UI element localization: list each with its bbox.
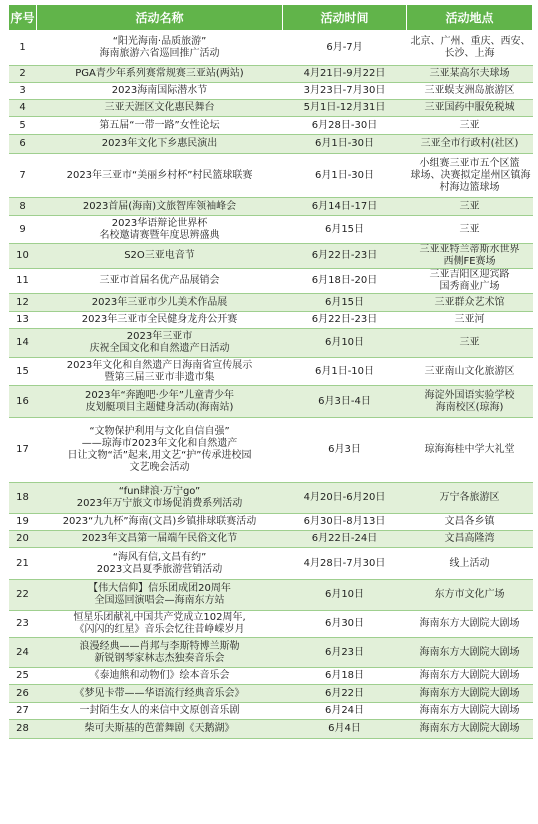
- row-index: 19: [9, 514, 37, 531]
- row-event-location: [407, 244, 533, 269]
- row-event-time-line: 6月22日-23日: [311, 314, 378, 325]
- row-event-time: [283, 66, 407, 83]
- row-event-time: [283, 418, 407, 483]
- row-event-time-line: 6月28日-30日: [311, 119, 378, 131]
- row-event-location: [407, 154, 533, 198]
- row-event-location-line: 三亚蜈支洲岛旅游区: [424, 85, 515, 96]
- row-index: 12: [9, 294, 37, 312]
- row-event-time: [283, 720, 407, 739]
- row-event-name-line: 《梦见卡带——华语流行经典音乐会》: [74, 687, 245, 699]
- row-event-name-line: 2023年三亚市少儿美术作品展: [91, 296, 228, 308]
- row-event-time-line: 4月20日-6月20日: [303, 492, 386, 503]
- row-event-time: [283, 294, 407, 312]
- row-event-name-line: 暨第三届三亚市非遗市集: [104, 371, 215, 383]
- row-event-name-line: 2023年万宁旅文市场促消费系列活动: [76, 498, 243, 509]
- row-event-name: [37, 386, 283, 418]
- row-event-location-line: 村海边篮球场: [439, 181, 500, 193]
- row-event-time-line: 6月24日: [324, 705, 365, 716]
- table-header-row: [9, 5, 533, 31]
- table-row: [9, 216, 533, 244]
- row-event-time-line: 6月1日-30日: [314, 169, 375, 181]
- row-event-name-line: 2023年文昌第一届端午民俗文化节: [81, 533, 238, 544]
- table-row: [9, 720, 533, 739]
- row-event-location: [407, 100, 533, 117]
- row-event-location-line: 国秀商业广场: [439, 281, 500, 292]
- row-event-location: [407, 514, 533, 531]
- row-event-location-line: 三亚某高尔夫球场: [429, 68, 510, 79]
- row-event-time-line: 6月22日-23日: [311, 250, 378, 261]
- row-event-name-line: 《泰迪熊和动物们》绘本音乐会: [89, 670, 230, 681]
- row-index: 23: [9, 611, 37, 638]
- row-index: 9: [9, 216, 37, 244]
- row-index: 17: [9, 418, 37, 483]
- row-event-name-line: S2O三亚电音节: [124, 250, 195, 261]
- row-event-location-line: 海南校区(琼海): [435, 401, 504, 413]
- row-event-name: [37, 31, 283, 66]
- row-index: 13: [9, 312, 37, 329]
- table-row: [9, 294, 533, 312]
- header-event-time: 活动时间: [283, 5, 407, 31]
- row-event-name: [37, 269, 283, 294]
- table-row: [9, 386, 533, 418]
- row-event-name-line: 新锐钢琴家林志杰独奏音乐会: [94, 652, 225, 664]
- row-event-name-line: 恒星乐团献礼中国共产党成立102周年,: [73, 612, 246, 623]
- row-event-location-line: 三亚: [459, 119, 480, 131]
- row-event-location: [407, 611, 533, 638]
- row-event-time: [283, 703, 407, 720]
- row-event-time-line: 6月18日: [324, 670, 365, 681]
- row-index: 26: [9, 685, 37, 703]
- row-event-name-line: 2023年“奔跑吧·少年”儿童青少年: [85, 389, 234, 401]
- row-event-location-line: 三亚群众艺术馆: [434, 296, 505, 308]
- row-event-time-line: 6月10日: [324, 337, 365, 348]
- table-row: [9, 638, 533, 668]
- row-event-time: [283, 198, 407, 216]
- row-event-location: [407, 198, 533, 216]
- row-event-name-line: 2023年文化下乡惠民演出: [101, 138, 218, 149]
- row-event-name: [37, 117, 283, 135]
- row-event-time-line: 6月15日: [324, 296, 365, 308]
- row-event-time-line: 5月1日-12月31日: [303, 102, 386, 113]
- row-event-location-line: 三亚全市行政村(社区): [420, 138, 519, 149]
- row-event-location: [407, 386, 533, 418]
- row-event-time-line: 6月22日: [324, 687, 365, 699]
- row-event-location: [407, 685, 533, 703]
- row-index: 16: [9, 386, 37, 418]
- events-table: [8, 4, 533, 739]
- row-event-location-line: 海南东方大剧院大剧场: [419, 705, 520, 716]
- table-row: [9, 312, 533, 329]
- row-event-time: [283, 483, 407, 514]
- row-event-location-line: 万宁各旅游区: [439, 492, 500, 503]
- row-event-name: [37, 531, 283, 548]
- row-event-location-line: 三亚河: [454, 314, 485, 325]
- row-event-name-line: 2023华语辩论世界杯: [111, 217, 208, 229]
- row-event-time-line: 4月21日-9月22日: [303, 68, 386, 79]
- table-row: [9, 83, 533, 100]
- row-event-location: [407, 294, 533, 312]
- row-index: 28: [9, 720, 37, 739]
- row-event-name: [37, 514, 283, 531]
- row-event-name: [37, 548, 283, 580]
- row-event-location: [407, 720, 533, 739]
- row-event-time-line: 6月1日-10日: [314, 365, 375, 377]
- row-event-time-line: 6月4日: [328, 723, 361, 734]
- row-index: 10: [9, 244, 37, 269]
- table-row: [9, 611, 533, 638]
- row-event-time-line: 6月30日-8月13日: [303, 516, 386, 527]
- row-event-name-line: 全国巡回演唱会—海南东方站: [94, 595, 225, 606]
- row-index: 25: [9, 668, 37, 685]
- row-event-location-line: 文昌各乡镇: [444, 516, 495, 527]
- row-event-time-line: 6月15日: [324, 223, 365, 235]
- row-event-time: [283, 329, 407, 358]
- row-event-name: [37, 154, 283, 198]
- row-index: 22: [9, 580, 37, 611]
- row-event-time: [283, 154, 407, 198]
- row-event-name: [37, 703, 283, 720]
- row-event-name-line: 2023年三亚市全民健身龙舟公开赛: [81, 314, 238, 325]
- row-event-name-line: ——琼海市2023年文化和自然遗产: [81, 438, 238, 449]
- row-event-name-line: 《闪闪的红星》音乐会忆往昔峥嵘岁月: [74, 624, 245, 635]
- row-event-name: [37, 83, 283, 100]
- table-row: [9, 135, 533, 154]
- row-event-time-line: 6月14日-17日: [311, 200, 378, 212]
- row-event-time: [283, 135, 407, 154]
- table-row: [9, 329, 533, 358]
- row-event-name: [37, 198, 283, 216]
- row-event-location-line: 三亚国药中服免税城: [424, 102, 515, 113]
- row-event-name-line: PGA青少年系列赛常规赛三亚站(两站): [75, 68, 244, 79]
- row-event-time: [283, 548, 407, 580]
- row-event-time-line: 6月30日: [324, 618, 365, 629]
- row-event-location-line: 海南东方大剧院大剧场: [419, 723, 520, 734]
- row-event-name: [37, 720, 283, 739]
- row-event-location-line: 球场、决赛拟定崖州区镇海: [410, 169, 531, 181]
- row-event-location-line: 长沙、上海: [444, 48, 495, 59]
- table-row: [9, 418, 533, 483]
- row-event-location: [407, 83, 533, 100]
- row-index: 7: [9, 154, 37, 198]
- row-index: 27: [9, 703, 37, 720]
- row-event-location: [407, 418, 533, 483]
- row-event-location-line: 三亚亚特兰蒂斯水世界: [419, 244, 520, 255]
- row-event-time-line: 3月23日-7月30日: [303, 85, 386, 96]
- row-event-time: [283, 514, 407, 531]
- table-row: [9, 269, 533, 294]
- table-row: [9, 154, 533, 198]
- row-event-location: [407, 668, 533, 685]
- row-index: 6: [9, 135, 37, 154]
- row-event-name: [37, 580, 283, 611]
- row-event-name: [37, 312, 283, 329]
- row-index: 21: [9, 548, 37, 580]
- row-event-location: [407, 358, 533, 386]
- row-event-time: [283, 216, 407, 244]
- row-event-time-line: 6月3日-4日: [318, 395, 371, 407]
- row-event-name-line: 2023首届(海南)文旅智库领袖峰会: [82, 200, 237, 212]
- row-event-time-line: 6月3日: [328, 444, 361, 455]
- table-row: [9, 117, 533, 135]
- row-event-location: [407, 531, 533, 548]
- row-event-name: [37, 358, 283, 386]
- row-event-location-line: 海南东方大剧院大剧场: [419, 670, 520, 681]
- row-event-location-line: 海南东方大剧院大剧场: [419, 687, 520, 699]
- row-event-location-line: 北京、广州、重庆、西安、: [410, 36, 531, 47]
- row-event-location-line: 海南东方大剧院大剧场: [419, 646, 520, 658]
- row-event-name-line: 海南旅游六省巡回推广活动: [99, 48, 220, 59]
- row-index: 8: [9, 198, 37, 216]
- row-event-name: [37, 685, 283, 703]
- row-event-time-line: 6月18日-20日: [311, 275, 378, 286]
- row-event-time-line: 6月1日-30日: [314, 138, 375, 149]
- row-event-location: [407, 66, 533, 83]
- row-event-name-line: 2023年三亚市: [126, 331, 193, 342]
- row-event-name: [37, 329, 283, 358]
- row-event-name: [37, 638, 283, 668]
- row-event-name-line: 第五届“一带一路”女性论坛: [99, 119, 220, 131]
- row-event-name-line: 皮划艇项目主题健身活动(海南站): [85, 401, 234, 413]
- row-event-name-line: “阳光海南·品质旅游”: [112, 36, 207, 47]
- row-event-time-line: 6月23日: [324, 646, 365, 658]
- table-row: [9, 483, 533, 514]
- row-event-name-line: “fun肆浪·万宁go”: [118, 486, 201, 497]
- table-row: [9, 580, 533, 611]
- row-event-time: [283, 117, 407, 135]
- row-event-name: [37, 418, 283, 483]
- table-row: [9, 668, 533, 685]
- row-event-name-line: 名校邀请赛暨年度思辨盛典: [99, 229, 220, 241]
- row-event-location: [407, 117, 533, 135]
- row-event-time: [283, 83, 407, 100]
- row-event-name-line: 2023海南国际潜水节: [111, 85, 208, 96]
- row-event-time-line: 6月10日: [324, 589, 365, 600]
- row-event-name: [37, 611, 283, 638]
- row-event-time: [283, 358, 407, 386]
- row-event-name-line: 日让文物“活”起来,用文艺“护”传承进校园: [67, 450, 252, 461]
- row-event-time: [283, 668, 407, 685]
- row-event-name: [37, 244, 283, 269]
- row-event-name-line: 一封陌生女人的来信中文原创音乐剧: [79, 705, 240, 716]
- row-index: 4: [9, 100, 37, 117]
- row-index: 18: [9, 483, 37, 514]
- table-row: [9, 358, 533, 386]
- row-index: 2: [9, 66, 37, 83]
- row-event-name: [37, 668, 283, 685]
- row-index: 3: [9, 83, 37, 100]
- row-event-name: [37, 135, 283, 154]
- row-index: 1: [9, 31, 37, 66]
- row-event-time: [283, 386, 407, 418]
- row-event-name-line: 2023年文化和自然遗产日海南省宣传展示: [66, 359, 253, 371]
- row-event-name: [37, 66, 283, 83]
- row-event-time: [283, 31, 407, 66]
- row-event-location: [407, 548, 533, 580]
- row-event-location-line: 小组赛三亚市五个区篮: [419, 157, 520, 169]
- row-event-location-line: 海南东方大剧院大剧场: [419, 618, 520, 629]
- row-index: 11: [9, 269, 37, 294]
- row-event-time: [283, 580, 407, 611]
- row-event-name-line: “文物保护利用与文化自信自强”: [89, 426, 230, 437]
- row-event-location: [407, 580, 533, 611]
- row-index: 24: [9, 638, 37, 668]
- row-event-name: [37, 483, 283, 514]
- row-event-time-line: 6月22日-24日: [311, 533, 378, 544]
- row-event-name-line: 2023年三亚市“美丽乡村杯”村民篮球联赛: [66, 169, 253, 181]
- table-row: [9, 548, 533, 580]
- row-event-name-line: “海风有信,文昌有约”: [112, 551, 207, 563]
- row-event-location: [407, 269, 533, 294]
- table-row: [9, 244, 533, 269]
- row-event-location: [407, 703, 533, 720]
- row-event-location-line: 文昌高隆湾: [444, 533, 495, 544]
- table-body: [9, 31, 533, 739]
- header-index: 序号: [9, 5, 37, 31]
- row-event-name-line: 三亚市首届名优产品展销会: [99, 275, 220, 286]
- row-event-name-line: 2023“九九杯”海南(文昌)乡镇排球联赛活动: [62, 516, 257, 527]
- row-event-location: [407, 31, 533, 66]
- row-event-location-line: 海淀外国语实验学校: [424, 389, 515, 401]
- row-event-time: [283, 531, 407, 548]
- row-event-location-line: 三亚吉阳区迎宾路: [429, 269, 510, 280]
- table-row: [9, 100, 533, 117]
- row-event-time-line: 4月28日-7月30日: [303, 557, 386, 569]
- row-event-location: [407, 135, 533, 154]
- table-row: [9, 703, 533, 720]
- row-event-name: [37, 294, 283, 312]
- table-row: [9, 31, 533, 66]
- row-index: 20: [9, 531, 37, 548]
- row-event-name-line: 【伟大信仰】信乐团成团20周年: [88, 583, 231, 594]
- row-event-name-line: 庆祝全国文化和自然遗产日活动: [89, 343, 230, 354]
- row-event-location: [407, 216, 533, 244]
- header-event-location: 活动地点: [407, 5, 533, 31]
- row-event-time: [283, 685, 407, 703]
- row-event-time: [283, 312, 407, 329]
- row-event-name: [37, 100, 283, 117]
- row-event-time: [283, 638, 407, 668]
- row-event-location-line: 线上活动: [449, 557, 490, 569]
- table-row: [9, 198, 533, 216]
- table-row: [9, 531, 533, 548]
- row-event-name-line: 三亚天涯区文化惠民舞台: [104, 102, 215, 113]
- table-row: [9, 685, 533, 703]
- row-event-name-line: 2023文昌夏季旅游营销活动: [96, 563, 223, 575]
- row-event-name-line: 浪漫经典——肖邦与李斯特博兰斯勒: [79, 640, 240, 652]
- header-event-name: 活动名称: [37, 5, 283, 31]
- row-event-time: [283, 269, 407, 294]
- row-event-name-line: 文艺晚会活动: [129, 462, 190, 473]
- row-event-location-line: 东方市文化广场: [434, 589, 505, 600]
- row-event-location-line: 三亚南山文化旅游区: [424, 365, 515, 377]
- row-event-time-line: 6月-7月: [326, 42, 363, 53]
- table-row: [9, 66, 533, 83]
- row-index: 14: [9, 329, 37, 358]
- table-row: [9, 514, 533, 531]
- row-event-location-line: 西侧FE赛场: [443, 256, 496, 267]
- row-event-time: [283, 100, 407, 117]
- row-event-location-line: 三亚: [459, 337, 480, 348]
- row-event-time: [283, 244, 407, 269]
- row-index: 15: [9, 358, 37, 386]
- row-event-location-line: 三亚: [459, 223, 480, 235]
- row-event-location-line: 三亚: [459, 200, 480, 212]
- row-event-time: [283, 611, 407, 638]
- row-event-name-line: 柴可夫斯基的芭蕾舞剧《天鹅湖》: [84, 723, 235, 734]
- row-event-location: [407, 483, 533, 514]
- row-event-name: [37, 216, 283, 244]
- row-event-location: [407, 638, 533, 668]
- row-event-location: [407, 329, 533, 358]
- row-index: 5: [9, 117, 37, 135]
- row-event-location-line: 琼海海桂中学大礼堂: [424, 444, 515, 455]
- row-event-location: [407, 312, 533, 329]
